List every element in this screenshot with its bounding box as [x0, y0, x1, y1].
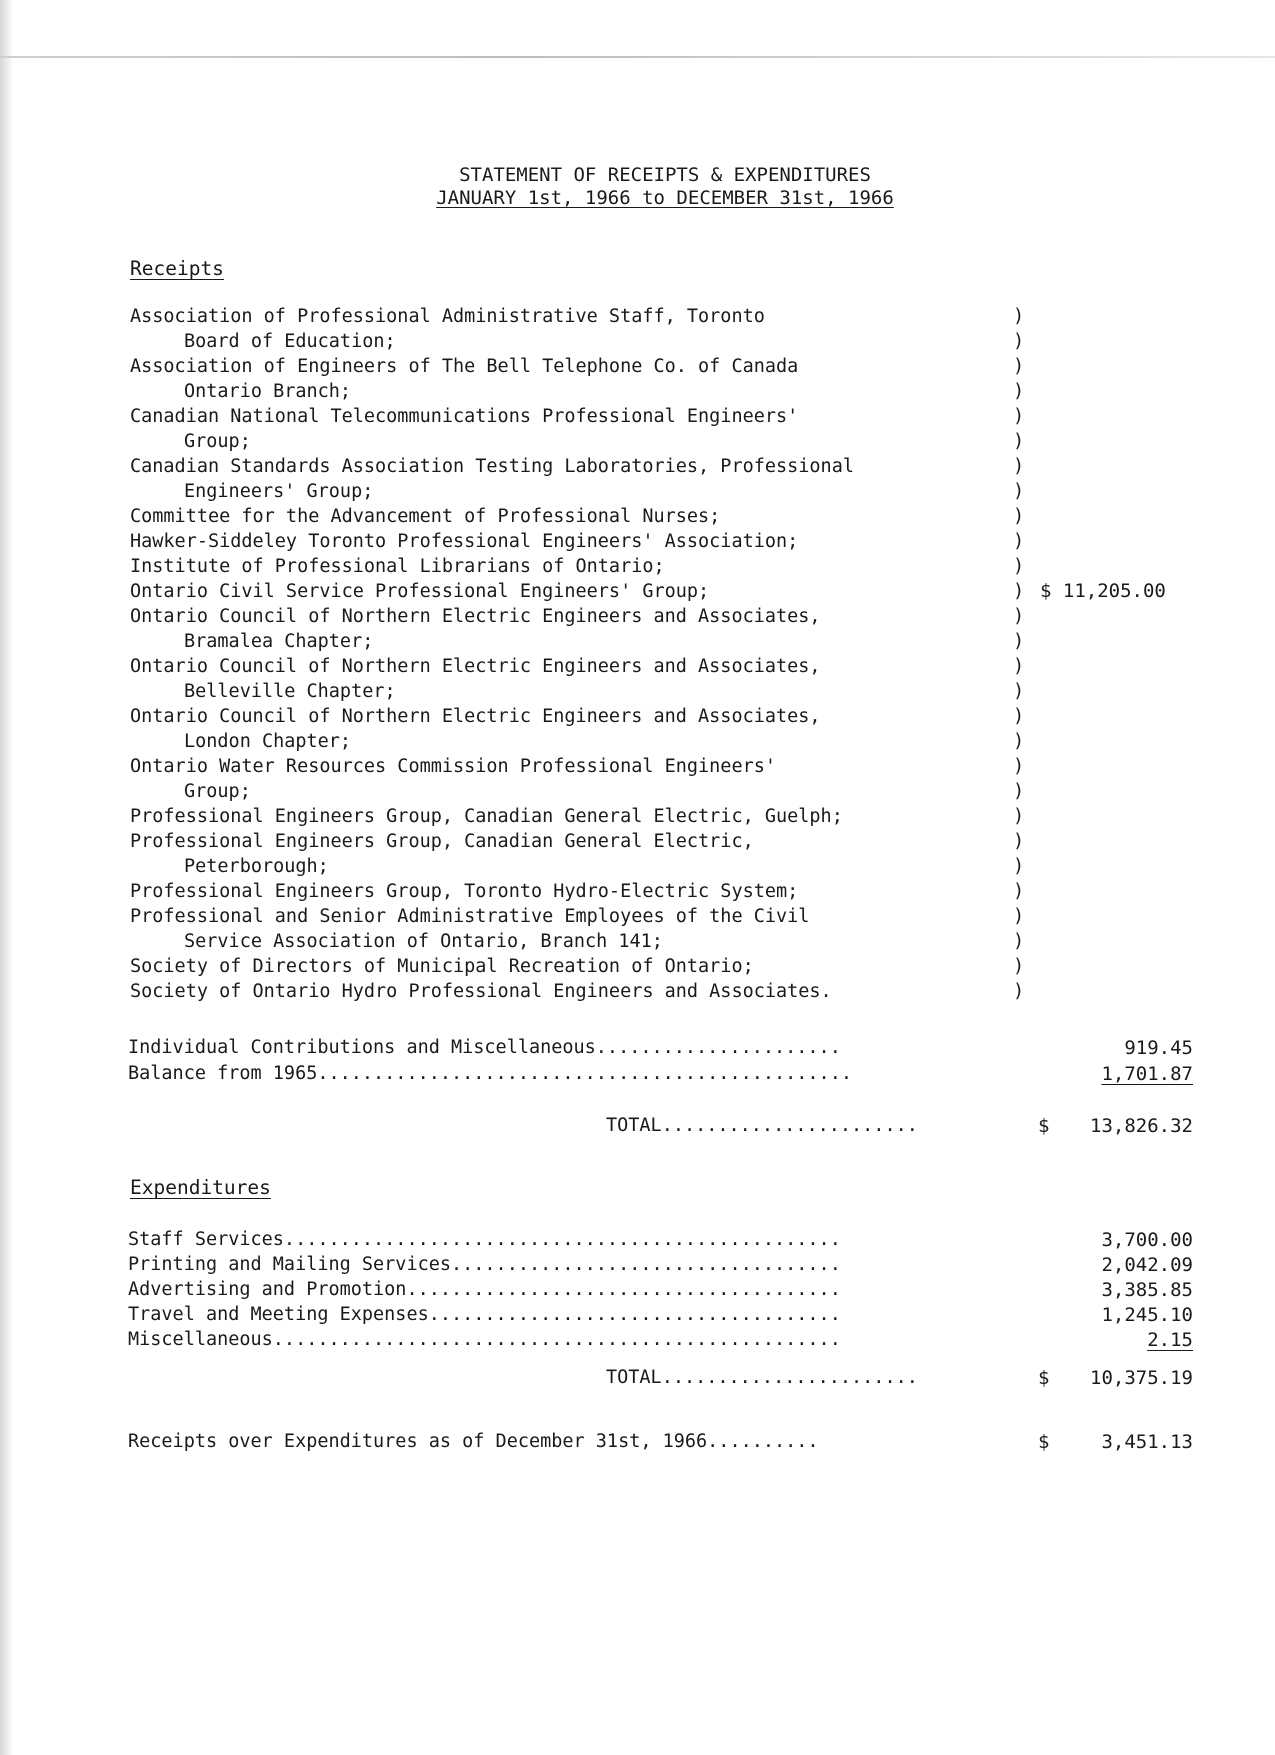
- receipts-heading: Receipts: [130, 257, 224, 280]
- summary-row: [128, 1429, 1193, 1455]
- statement-header: [0, 164, 1275, 210]
- list-item: Ontario Water Resources Commission Professional Engineers': [130, 756, 777, 777]
- total-label: TOTAL.......................: [606, 1115, 918, 1136]
- receipts-total-row: [128, 1113, 1193, 1139]
- list-item: Society of Directors of Municipal Recreation of Ontario;: [130, 956, 754, 977]
- list-item: Association of Professional Administrative Staff, Toronto: [130, 306, 765, 327]
- list-item: Ontario Civil Service Professional Engineers' Group;: [130, 581, 710, 602]
- list-item: Ontario Council of Northern Electric Engineers and Associates,: [130, 656, 821, 677]
- total-amount: 10,375.19: [1090, 1367, 1193, 1389]
- list-item: London Chapter;: [184, 731, 352, 752]
- list-item: Group;: [184, 431, 251, 452]
- list-item: Professional Engineers Group, Toronto Hydro-Electric System;: [130, 881, 799, 902]
- list-item: Canadian National Telecommunications Professional Engineers': [130, 406, 799, 427]
- currency-symbol: $: [1038, 1115, 1050, 1137]
- list-item: Ontario Council of Northern Electric Engineers and Associates,: [130, 706, 821, 727]
- table-row: [128, 1252, 1193, 1278]
- list-item: Committee for the Advancement of Professional Nurses;: [130, 506, 721, 527]
- list-item: Ontario Council of Northern Electric Engineers and Associates,: [130, 606, 821, 627]
- currency-symbol: $: [1038, 1431, 1050, 1453]
- row-label: Printing and Mailing Services...................................: [128, 1254, 841, 1275]
- page-edge-shadow: [0, 0, 14, 1755]
- balance-row: [128, 1061, 1193, 1087]
- individual-contributions-row: [128, 1035, 1193, 1061]
- row-amount: 919.45: [1124, 1037, 1193, 1059]
- currency-symbol: $: [1038, 1367, 1050, 1389]
- page-top-edge: [0, 56, 1275, 58]
- list-item: Engineers' Group;: [184, 481, 374, 502]
- row-label: Advertising and Promotion.......................................: [128, 1279, 841, 1300]
- list-item: Hawker-Siddeley Toronto Professional Engineers' Association;: [130, 531, 799, 552]
- list-item: Professional Engineers Group, Canadian General Electric, Guelph;: [130, 806, 843, 827]
- table-row: [128, 1277, 1193, 1303]
- expenditures-total-row: [128, 1365, 1193, 1391]
- expenditures-heading: Expenditures: [130, 1176, 271, 1199]
- list-item: Society of Ontario Hydro Professional Engineers and Associates.: [130, 981, 832, 1002]
- row-label: Staff Services..................................................: [128, 1229, 841, 1250]
- table-row: [128, 1302, 1193, 1328]
- list-item: Board of Education;: [184, 331, 396, 352]
- list-item: Association of Engineers of The Bell Telephone Co. of Canada: [130, 356, 799, 377]
- list-item: Peterborough;: [184, 856, 329, 877]
- list-item: Bramalea Chapter;: [184, 631, 374, 652]
- statement-title: STATEMENT OF RECEIPTS & EXPENDITURES: [459, 164, 871, 186]
- row-amount: 2,042.09: [1101, 1254, 1193, 1276]
- total-label: TOTAL.......................: [606, 1367, 918, 1388]
- row-label: Miscellaneous...................................................: [128, 1329, 841, 1350]
- row-amount: 2.15: [1147, 1329, 1193, 1351]
- row-amount: 3,385.85: [1101, 1279, 1193, 1301]
- list-item: Ontario Branch;: [184, 381, 352, 402]
- summary-label: Receipts over Expenditures as of December 31st, 1966..........: [128, 1431, 819, 1452]
- list-item: Canadian Standards Association Testing Laboratories, Professional: [130, 456, 854, 477]
- organizations-amount: $ 11,205.00: [1040, 580, 1166, 602]
- total-amount: 13,826.32: [1090, 1115, 1193, 1137]
- list-item: Group;: [184, 781, 251, 802]
- list-item: Belleville Chapter;: [184, 681, 396, 702]
- row-label: Travel and Meeting Expenses.....................................: [128, 1304, 841, 1325]
- row-amount: 3,700.00: [1101, 1229, 1193, 1251]
- row-label: Individual Contributions and Miscellaneous......................: [128, 1037, 841, 1058]
- row-amount: 1,701.87: [1101, 1063, 1193, 1085]
- bracket-column: ) ) ) ) ) ) ) ) ) ) ) ) ) ) ) ) ) ) ) ) ) ) ) ) ) ) ) ): [1013, 306, 1025, 1002]
- list-item: Service Association of Ontario, Branch 141;: [184, 931, 663, 952]
- list-item: Professional Engineers Group, Canadian General Electric,: [130, 831, 754, 852]
- statement-period: JANUARY 1st, 1966 to DECEMBER 31st, 1966: [436, 187, 894, 209]
- summary-amount: 3,451.13: [1101, 1431, 1193, 1453]
- table-row: [128, 1327, 1193, 1353]
- table-row: [128, 1227, 1193, 1253]
- list-item: Institute of Professional Librarians of Ontario;: [130, 556, 665, 577]
- row-amount: 1,245.10: [1101, 1304, 1193, 1326]
- organizations-list: [130, 304, 1030, 1004]
- row-label: Balance from 1965................................................: [128, 1063, 852, 1084]
- list-item: Professional and Senior Administrative Employees of the Civil: [130, 906, 810, 927]
